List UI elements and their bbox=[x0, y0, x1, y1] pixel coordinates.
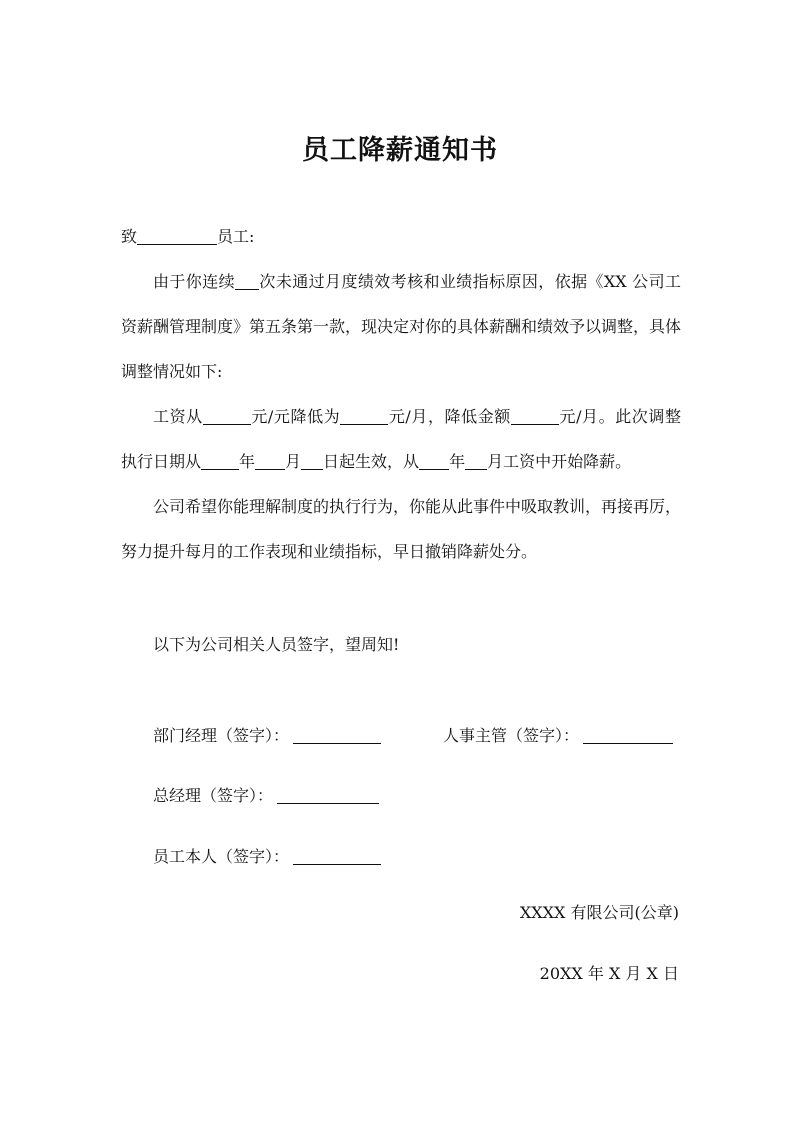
start-year-blank[interactable] bbox=[419, 453, 449, 470]
effective-day-blank[interactable] bbox=[301, 453, 323, 470]
employee-signature: 员工本人（签字）： bbox=[153, 845, 381, 869]
original-salary-blank[interactable] bbox=[203, 408, 251, 425]
employee-name-blank[interactable] bbox=[137, 228, 217, 245]
signature-notice: 以下为公司相关人员签字，望周知! bbox=[153, 635, 400, 654]
new-salary-blank[interactable] bbox=[340, 408, 388, 425]
employee-sign-line[interactable] bbox=[293, 848, 381, 865]
paragraph-expectation: 公司希望你能理解制度的执行行为，你能从此事件中吸取教训，再接再厉，努力提升每月的工作表现和业绩指标，早日撤销降薪处分。 bbox=[121, 497, 682, 561]
letter-body bbox=[121, 214, 681, 574]
paragraph-reason: 由于你连续 次未通过月度绩效考核和业绩指标原因，依据《XX 公司工资薪酬管理制度》第五条第一款，现决定对你的具体薪酬和绩效予以调整，具体调整情况如下: bbox=[121, 272, 682, 381]
reduction-amount-blank[interactable] bbox=[511, 408, 559, 425]
dept-manager-sign-line[interactable] bbox=[293, 727, 381, 744]
document-title: 员工降薪通知书 bbox=[302, 135, 498, 166]
fail-count-blank[interactable] bbox=[235, 273, 259, 290]
general-manager-sign-line[interactable] bbox=[277, 787, 379, 804]
effective-year-blank[interactable] bbox=[201, 453, 239, 470]
general-manager-signature: 总经理（签字）： bbox=[153, 784, 379, 808]
paragraph-salary-change: 工资从 元/元降低为 元/月，降低金额 元/月。此次调整执行日期从 年 月 日起生效，从 年 月工资中开始降薪。 bbox=[121, 407, 681, 471]
hr-supervisor-signature: 人事主管（签字）： bbox=[443, 724, 673, 748]
effective-month-blank[interactable] bbox=[255, 453, 285, 470]
hr-supervisor-sign-line[interactable] bbox=[583, 727, 673, 744]
dept-manager-signature: 部门经理（签字）： bbox=[153, 724, 381, 748]
issue-date: 20XX 年 X 月 X 日 bbox=[539, 964, 679, 983]
company-seal-line: XXXX 有限公司(公章) bbox=[519, 903, 679, 922]
start-month-blank[interactable] bbox=[465, 453, 487, 470]
salutation: 致 员工: bbox=[121, 227, 255, 246]
